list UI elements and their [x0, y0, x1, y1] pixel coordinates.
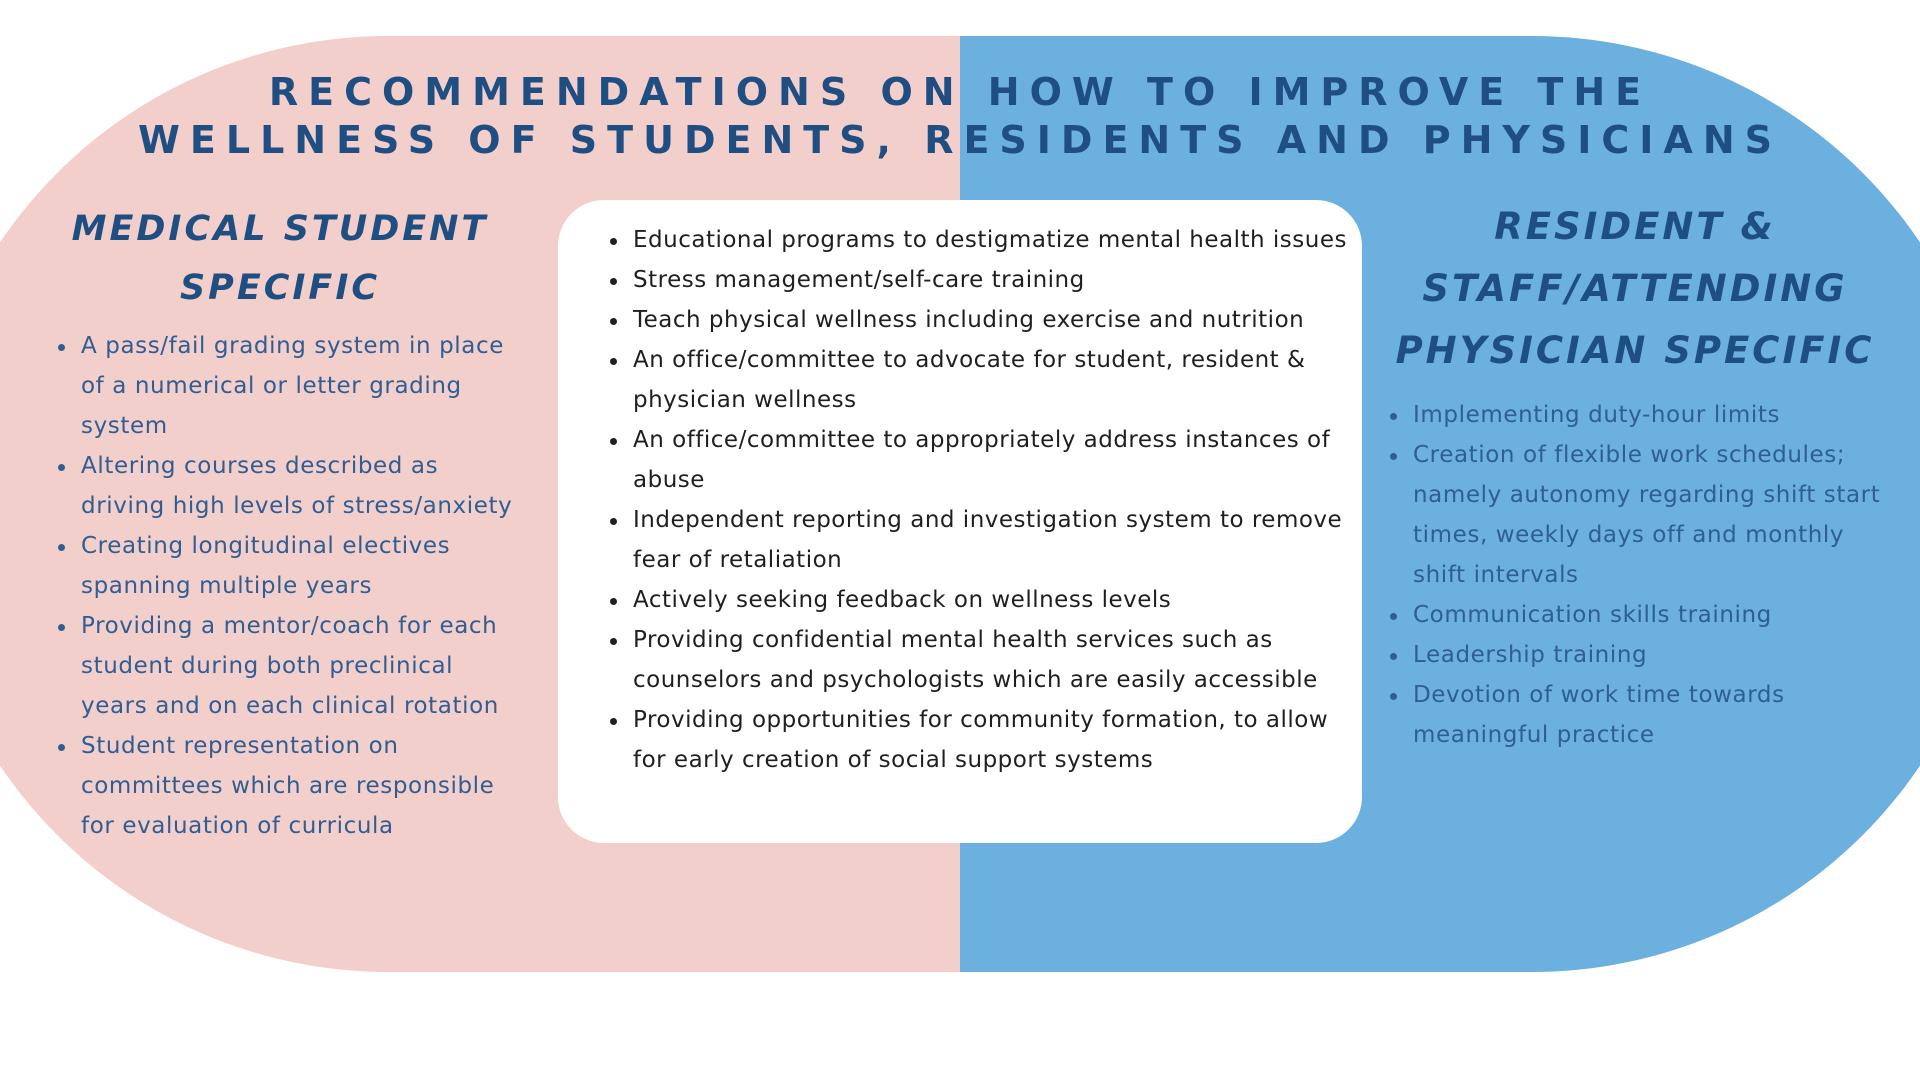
list-item: Stress management/self-care training [608, 260, 1348, 300]
resident-physician-heading [1390, 196, 1880, 382]
title-line-1: RECOMMENDATIONS ON HOW TO IMPROVE THE [268, 70, 1652, 114]
list-item: Providing a mentor/coach for each student during both preclinical years and on each clinical rotation [56, 606, 526, 726]
list-item: Communication skills training [1388, 595, 1898, 635]
list-item: Educational programs to destigmatize mental health issues [608, 220, 1348, 260]
shared-recommendations-box [558, 200, 1362, 843]
resident-physician-list [1388, 395, 1898, 755]
right-heading-line-2: STAFF/ATTENDING [1422, 267, 1848, 310]
list-item: Teach physical wellness including exercise and nutrition [608, 300, 1348, 340]
shared-recommendations-list [608, 220, 1348, 780]
list-item: Creation of flexible work schedules; namely autonomy regarding shift start times, weekly days off and monthly shift intervals [1388, 435, 1898, 595]
medical-student-list [56, 326, 526, 846]
list-item: Providing confidential mental health services such as counselors and psychologists which are easily accessible [608, 620, 1348, 700]
list-item: Altering courses described as driving high levels of stress/anxiety [56, 446, 526, 526]
title-line-2: WELLNESS OF STUDENTS, RESIDENTS AND PHYSICIANS [137, 118, 1783, 162]
list-item: Providing opportunities for community formation, to allow for early creation of social support systems [608, 700, 1348, 780]
list-item: Leadership training [1388, 635, 1898, 675]
list-item: An office/committee to appropriately address instances of abuse [608, 420, 1348, 500]
page-title [0, 68, 1920, 164]
left-heading-line-2: SPECIFIC [179, 268, 381, 308]
list-item: Implementing duty-hour limits [1388, 395, 1898, 435]
list-item: An office/committee to advocate for student, resident & physician wellness [608, 340, 1348, 420]
list-item: A pass/fail grading system in place of a numerical or letter grading system [56, 326, 526, 446]
right-heading-line-3: PHYSICIAN SPECIFIC [1395, 329, 1875, 372]
list-item: Actively seeking feedback on wellness levels [608, 580, 1348, 620]
list-item: Student representation on committees which are responsible for evaluation of curricula [56, 726, 526, 846]
medical-student-heading [40, 200, 520, 318]
list-item: Independent reporting and investigation system to remove fear of retaliation [608, 500, 1348, 580]
list-item: Devotion of work time towards meaningful practice [1388, 675, 1898, 755]
list-item: Creating longitudinal electives spanning multiple years [56, 526, 526, 606]
right-heading-line-1: RESIDENT & [1494, 205, 1776, 248]
left-heading-line-1: MEDICAL STUDENT [71, 209, 489, 249]
